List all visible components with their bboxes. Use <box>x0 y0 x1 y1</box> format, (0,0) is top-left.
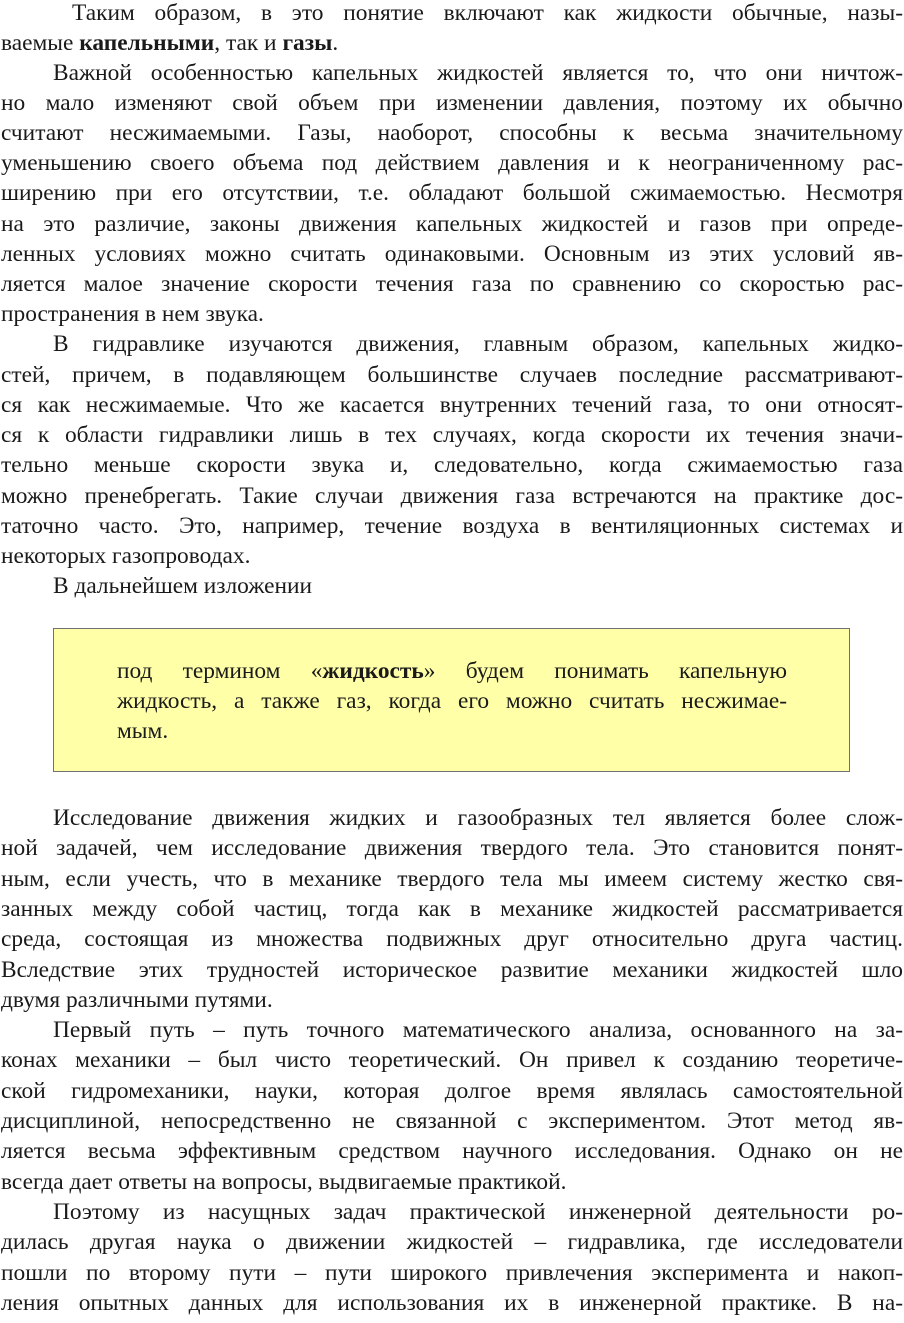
text-line: тельно меньше скорости звука и, следовательно, когда сжимаемостью газа <box>1 452 903 478</box>
text-line: считают несжимаемыми. Газы, наоборот, способны к весьма значительному <box>1 120 903 146</box>
text-line: пространения в нем звука. <box>1 301 264 327</box>
text-line: ской гидромеханики, науки, которая долгое время являлась самостоятельной <box>1 1078 903 1104</box>
text-line: пошли по второму пути – пути широкого привлечения эксперимента и накоп- <box>1 1260 903 1286</box>
text-line: дилась другая наука о движении жидкостей – гидравлика, где исследователи <box>1 1229 903 1255</box>
text-line: ваемые капельными, так и газы. <box>1 30 339 56</box>
text-line: ляется малое значение скорости течения газа по сравнению со скоростью рас- <box>1 271 903 297</box>
text-line: ся к области гидравлики лишь в тех случаях, когда скорости их течения значи- <box>1 422 903 448</box>
text-line: В дальнейшем изложении <box>53 573 313 599</box>
text-line: двумя различными путями. <box>1 987 273 1013</box>
text-line: ленных условиях можно считать одинаковыми. Основным из этих условий яв- <box>1 241 903 267</box>
text-line: ным, если учесть, что в механике твердого тела мы имеем систему жестко свя- <box>1 866 903 892</box>
text-line: конах механики – был чисто теоретический. Он привел к созданию теоретиче- <box>1 1047 903 1073</box>
text-line: Первый путь – путь точного математического анализа, основанного на за- <box>53 1017 903 1043</box>
text-line: на это различие, законы движения капельных жидкостей и газов при опреде- <box>1 211 903 237</box>
text-line: В гидравлике изучаются движения, главным образом, капельных жидко- <box>53 331 903 357</box>
definition-line: мым. <box>117 718 169 744</box>
text-line: некоторых газопроводах. <box>1 543 251 569</box>
text-line: Важной особенностью капельных жидкостей является то, что они ничтож- <box>53 60 903 86</box>
text-line: всегда дает ответы на вопросы, выдвигаемые практикой. <box>1 1169 567 1195</box>
text-line: уменьшению своего объема под действием давления и к неограниченному рас- <box>1 150 903 176</box>
text-line: дисциплиной, непосредственно не связанной с экспериментом. Этот метод яв- <box>1 1108 903 1134</box>
text-line: Вследствие этих трудностей историческое развитие механики жидкостей шло <box>1 957 903 983</box>
text-line: таточно часто. Это, например, течение воздуха в вентиляционных системах и <box>1 513 903 539</box>
text-line: ся как несжимаемые. Что же касается внутренних течений газа, то они относят- <box>1 392 903 418</box>
definition-line: под термином «жидкость» будем понимать капельную <box>117 658 787 684</box>
text-line: ления опытных данных для использования их в инженерной практике. В на- <box>1 1290 903 1316</box>
text-line: но мало изменяют свой объем при изменении давления, поэтому их обычно <box>1 90 903 116</box>
text-line: ширению при его отсутствии, т.е. обладают большой сжимаемостью. Несмотря <box>1 180 903 206</box>
text-line: Исследование движения жидких и газообразных тел является более слож- <box>53 805 903 831</box>
bold-term: жидкость <box>322 658 424 684</box>
bold-term: капельными <box>79 30 215 56</box>
definition-box <box>53 628 850 772</box>
text-line: занных между собой частиц, тогда как в механике жидкостей рассматривается <box>1 896 903 922</box>
text-line: Поэтому из насущных задач практической инженерной деятельности ро- <box>53 1199 903 1225</box>
text-line: ляется весьма эффективным средством научного исследования. Однако он не <box>1 1138 903 1164</box>
text-line: стей, причем, в подавляющем большинстве случаев последние рассматривают- <box>1 362 903 388</box>
text-line: Таким образом, в это понятие включают как жидкости обычные, назы- <box>72 0 903 26</box>
text-line: среда, состоящая из множества подвижных друг относительно друга частиц. <box>1 926 903 952</box>
definition-line: жидкость, а также газ, когда его можно считать несжимае- <box>117 688 787 714</box>
text-line: можно пренебрегать. Такие случаи движения газа встречаются на практике дос- <box>1 483 903 509</box>
bold-term: газы <box>282 30 333 56</box>
text-line: ной задачей, чем исследование движения твердого тела. Это становится понят- <box>1 835 903 861</box>
